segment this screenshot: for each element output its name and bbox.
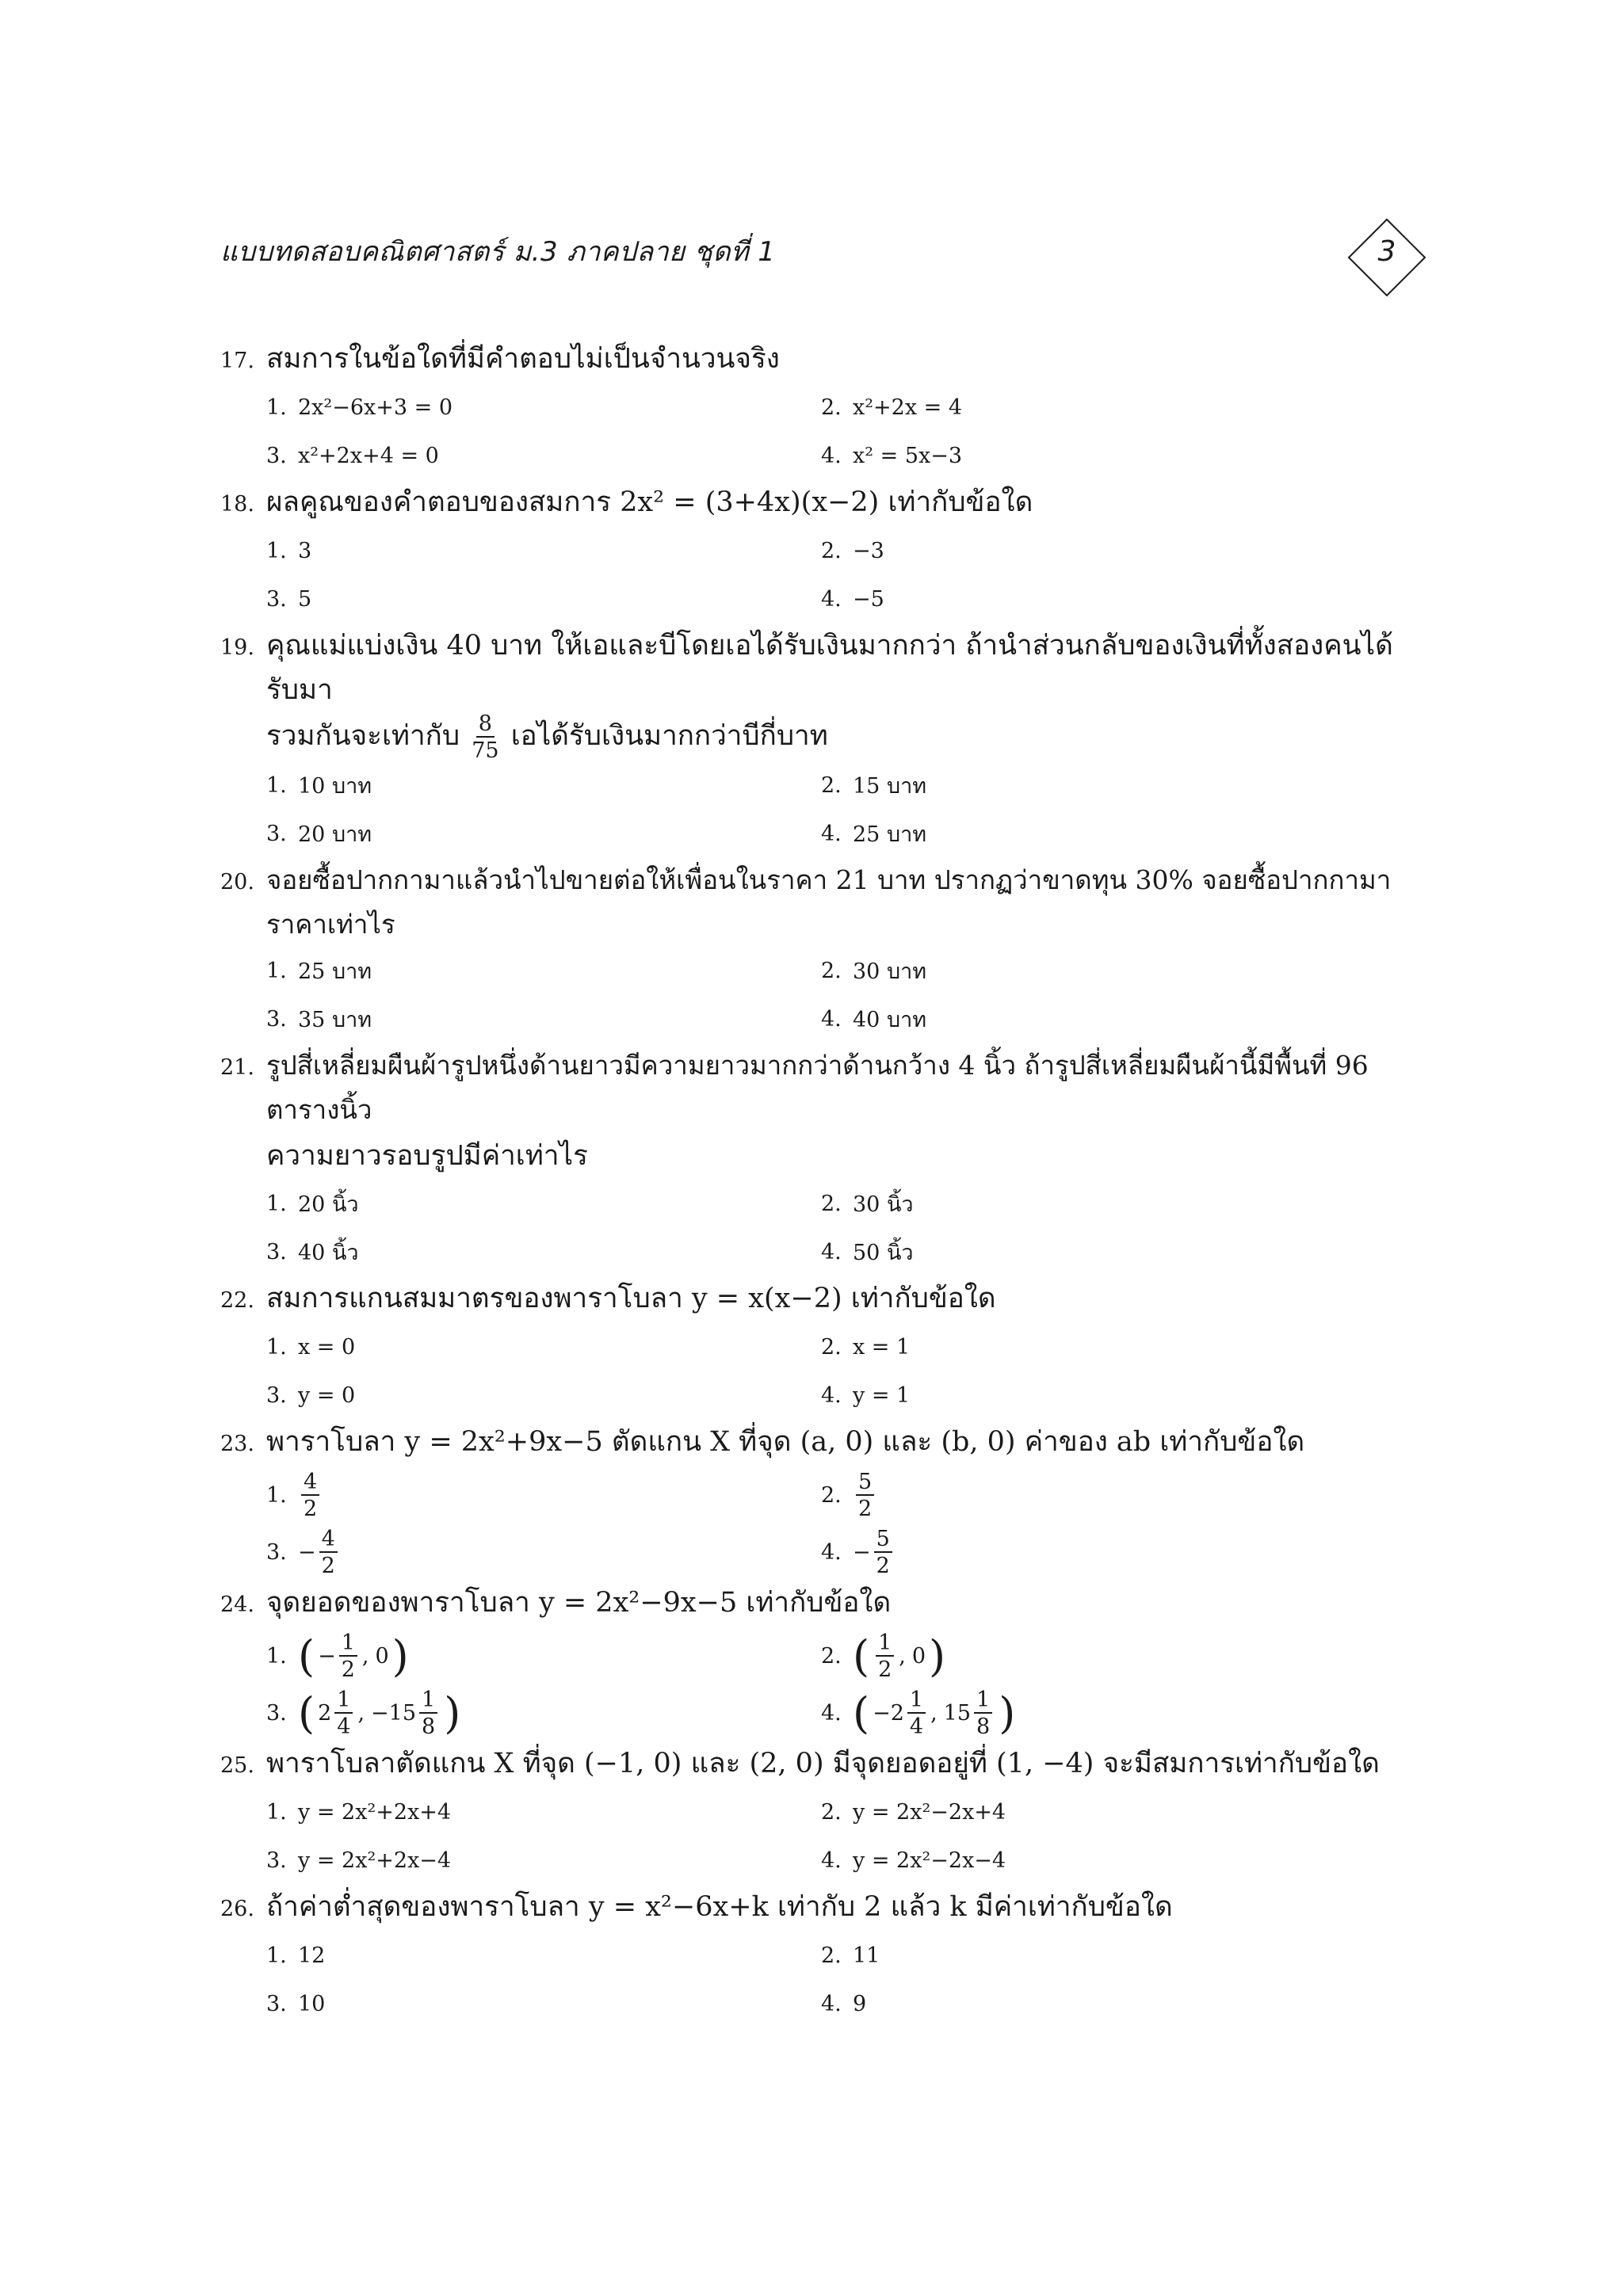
sign: − — [853, 1539, 871, 1565]
option-text: 20 บาท — [298, 822, 372, 847]
numerator: 5 — [856, 1471, 874, 1496]
page-number: 3 — [1377, 235, 1396, 268]
option-text: 11 — [853, 1943, 880, 1968]
option-number: 4. — [821, 1383, 842, 1408]
question-22 — [220, 1276, 1425, 1420]
question-number: 23. — [220, 1432, 254, 1456]
option-1[interactable] — [266, 947, 821, 995]
option-number: 3. — [266, 1848, 287, 1873]
question-text: พาราโบลาตัดแกน X ที่จุด (−1, 0) และ (2, 0) มีจุดยอดอยู่ที่ (1, −4) จะมีสมการเท่ากับข้อใด — [266, 1748, 1380, 1779]
denominator: 8 — [422, 1714, 436, 1739]
option-number: 1. — [266, 1943, 287, 1968]
option-3[interactable] — [266, 432, 821, 480]
option-text: y = 2x²+2x−4 — [298, 1848, 452, 1873]
fraction — [472, 713, 498, 761]
question-text: รูปสี่เหลี่ยมผืนผ้ารูปหนึ่งด้านยาวมีความยาวมากกว่าด้านกว้าง 4 นิ้ว ถ้ารูปสี่เหลี่ยมผืนผ้านี้มีพื้นที่ 96 ตารางนิ้ว — [266, 1050, 1369, 1125]
denominator: 4 — [909, 1714, 924, 1739]
option-4[interactable] — [821, 810, 1376, 858]
comma: , — [357, 1700, 365, 1726]
option-number: 2. — [821, 1800, 842, 1825]
denominator: 2 — [304, 1496, 318, 1521]
numerator: 1 — [876, 1632, 894, 1657]
option-text: y = 1 — [853, 1383, 911, 1408]
option-number: 2. — [821, 1482, 842, 1508]
question-text: จอยซื้อปากกามาแล้วนำไปขายต่อให้เพื่อนในราคา 21 บาท ปรากฏว่าขาดทุน 30% จอยซื้อปากกามาราคาเท่าไร — [266, 864, 1392, 940]
question-text: สมการในข้อใดที่มีคำตอบไม่เป็นจำนวนจริง — [266, 343, 780, 375]
option-text: −5 — [853, 587, 884, 612]
sign: − — [318, 1643, 336, 1669]
numerator: 8 — [476, 713, 495, 738]
option-number: 4. — [821, 1539, 842, 1565]
question-number: 26. — [220, 1897, 254, 1921]
whole-number: 0 — [911, 1643, 926, 1669]
right-paren: ) — [929, 1630, 946, 1681]
numerator: 1 — [334, 1689, 353, 1714]
denominator: 2 — [878, 1657, 892, 1682]
numerator: 4 — [301, 1471, 319, 1496]
option-1[interactable] — [266, 383, 821, 432]
right-paren: ) — [999, 1688, 1016, 1738]
option-number: 4. — [821, 822, 842, 846]
fraction — [876, 1632, 894, 1680]
option-number: 2. — [821, 539, 842, 563]
question-text: ผลคูณของคำตอบของสมการ 2x² = (3+4x)(x−2) เท่ากับข้อใด — [266, 486, 1033, 518]
option-4[interactable] — [821, 1980, 1376, 2028]
option-number: 4. — [821, 1848, 842, 1873]
option-3[interactable] — [266, 1524, 821, 1581]
option-number: 1. — [266, 1482, 287, 1508]
question-number: 18. — [220, 492, 254, 517]
right-paren: ) — [391, 1630, 409, 1681]
option-number: 1. — [266, 773, 287, 798]
question-text: พาราโบลา y = 2x²+9x−5 ตัดแกน X ที่จุด (a, 0) และ (b, 0) ค่าของ ab เท่ากับข้อใด — [266, 1426, 1305, 1458]
option-text: 25 บาท — [853, 822, 927, 847]
question-text-continued: ความยาวรอบรูปมีค่าเท่าไร — [266, 1140, 588, 1172]
question-text: เอได้รับเงินมากกว่าบีกี่บาท — [510, 720, 828, 752]
whole-number: 15 — [388, 1700, 417, 1726]
option-text: 40 บาท — [853, 1008, 927, 1032]
option-2[interactable] — [821, 761, 1376, 810]
sign: − — [371, 1700, 389, 1726]
option-2[interactable] — [821, 1466, 1376, 1524]
question-text: รวมกันจะเท่ากับ — [266, 720, 460, 752]
option-number: 2. — [821, 773, 842, 798]
fraction — [874, 1528, 892, 1577]
option-2[interactable] — [821, 1932, 1376, 1980]
option-number: 4. — [821, 1992, 842, 2016]
denominator: 8 — [976, 1714, 991, 1739]
option-4[interactable] — [821, 995, 1376, 1043]
denominator: 2 — [321, 1553, 335, 1578]
question-number: 17. — [220, 349, 254, 373]
question-26 — [220, 1885, 1425, 2028]
option-number: 1. — [266, 1800, 287, 1825]
option-number: 2. — [821, 1192, 842, 1216]
question-text: สมการแกนสมมาตรของพาราโบลา y = x(x−2) เท่ากับข้อใด — [266, 1283, 996, 1314]
question-text-continued — [220, 712, 1425, 761]
fraction — [319, 1528, 338, 1577]
option-3[interactable] — [266, 1684, 821, 1741]
question-number: 19. — [220, 635, 254, 660]
option-number: 1. — [266, 1643, 287, 1669]
option-text: 30 นิ้ว — [853, 1192, 914, 1217]
option-text: 3 — [298, 539, 312, 563]
option-number: 4. — [821, 1240, 842, 1264]
option-number: 1. — [266, 1335, 287, 1360]
question-17 — [220, 337, 1425, 480]
denominator: 4 — [337, 1714, 351, 1739]
option-number: 3. — [266, 587, 287, 612]
option-2[interactable] — [821, 1323, 1376, 1371]
option-number: 3. — [266, 1007, 287, 1032]
question-text: จุดยอดของพาราโบลา y = 2x²−9x−5 เท่ากับข้อใด — [266, 1587, 892, 1619]
whole-number: 2 — [890, 1700, 904, 1726]
option-text: y = 0 — [298, 1383, 356, 1408]
option-text: 9 — [853, 1992, 867, 2016]
option-number: 4. — [821, 587, 842, 612]
option-2[interactable] — [821, 383, 1376, 432]
question-text: คุณแม่แบ่งเงิน 40 บาท ให้เอและบีโดยเอได้รับเงินมากกว่า ถ้านำส่วนกลับของเงินที่ทั้งสองคนได้รับมา — [266, 630, 1393, 706]
option-4[interactable] — [821, 1684, 1376, 1741]
option-4[interactable] — [821, 575, 1376, 624]
page-number-badge — [1347, 218, 1426, 297]
option-number: 1. — [266, 539, 287, 563]
option-number: 2. — [821, 959, 842, 983]
option-3[interactable] — [266, 810, 821, 858]
option-number: 2. — [821, 395, 842, 420]
numerator: 1 — [907, 1689, 926, 1714]
right-paren: ) — [444, 1688, 461, 1738]
option-text: x²+2x = 4 — [853, 395, 963, 420]
fraction — [334, 1689, 353, 1737]
page-header: แบบทดสอบคณิตศาสตร์ ม.3 ภาคปลาย ชุดที่ 1 — [220, 236, 776, 268]
option-number: 3. — [266, 1383, 287, 1408]
option-4[interactable] — [821, 1371, 1376, 1420]
question-number: 25. — [220, 1753, 254, 1778]
option-number: 1. — [266, 1192, 287, 1216]
fraction — [339, 1632, 357, 1680]
left-paren: ( — [853, 1688, 870, 1738]
option-1[interactable] — [266, 1323, 821, 1371]
option-1[interactable] — [266, 527, 821, 575]
denominator: 2 — [341, 1657, 355, 1682]
option-2[interactable] — [821, 1627, 1376, 1684]
question-18 — [220, 480, 1425, 624]
option-1[interactable] — [266, 1466, 821, 1524]
question-text: ถ้าค่าต่ำสุดของพาราโบลา y = x²−6x+k เท่ากับ 2 แล้ว k มีค่าเท่ากับข้อใด — [266, 1891, 1173, 1923]
numerator: 1 — [974, 1689, 992, 1714]
whole-number: 15 — [943, 1700, 972, 1726]
option-1[interactable] — [266, 1627, 821, 1684]
option-number: 4. — [821, 444, 842, 468]
option-text: 10 บาท — [298, 774, 372, 799]
left-paren: ( — [298, 1630, 315, 1681]
option-4[interactable] — [821, 432, 1376, 480]
question-25 — [220, 1741, 1425, 1885]
option-3[interactable] — [266, 1371, 821, 1420]
option-text: 10 — [298, 1992, 326, 2016]
option-text: y = 2x²−2x−4 — [853, 1848, 1006, 1873]
left-paren: ( — [298, 1688, 315, 1738]
option-number: 3. — [266, 444, 287, 468]
question-number: 22. — [220, 1288, 254, 1313]
numerator: 1 — [339, 1632, 357, 1657]
option-text: x = 0 — [298, 1335, 356, 1360]
sign: − — [298, 1539, 316, 1565]
option-1[interactable] — [266, 761, 821, 810]
denominator: 2 — [858, 1496, 873, 1521]
option-number: 3. — [266, 1539, 287, 1565]
question-24 — [220, 1581, 1425, 1741]
option-number: 3. — [266, 1700, 287, 1726]
option-2[interactable] — [821, 1180, 1376, 1228]
numerator: 4 — [319, 1528, 338, 1553]
option-3[interactable] — [266, 1980, 821, 2028]
option-text: 25 บาท — [298, 959, 372, 984]
option-2[interactable] — [821, 527, 1376, 575]
question-number: 24. — [220, 1592, 254, 1617]
numerator: 1 — [419, 1689, 437, 1714]
denominator: 2 — [876, 1553, 890, 1578]
fraction — [974, 1689, 992, 1737]
option-3[interactable] — [266, 1228, 821, 1276]
option-number: 4. — [821, 1700, 842, 1726]
whole-number: 0 — [375, 1643, 389, 1669]
option-2[interactable] — [821, 947, 1376, 995]
option-text: 30 บาท — [853, 959, 927, 984]
option-number: 4. — [821, 1007, 842, 1032]
option-text: −3 — [853, 539, 884, 563]
question-20 — [220, 858, 1425, 1043]
option-number: 3. — [266, 1992, 287, 2016]
comma: , — [899, 1643, 906, 1669]
option-4[interactable] — [821, 1228, 1376, 1276]
option-text: 2x²−6x+3 = 0 — [298, 395, 453, 420]
option-number: 2. — [821, 1943, 842, 1968]
option-3[interactable] — [266, 1836, 821, 1885]
option-3[interactable] — [266, 575, 821, 624]
left-paren: ( — [853, 1630, 870, 1681]
comma: , — [361, 1643, 369, 1669]
option-number: 3. — [266, 822, 287, 846]
comma: , — [930, 1700, 938, 1726]
option-text: 50 นิ้ว — [853, 1241, 914, 1265]
option-number: 2. — [821, 1335, 842, 1360]
option-text: 12 — [298, 1943, 326, 1968]
fraction — [856, 1471, 874, 1520]
option-4[interactable] — [821, 1836, 1376, 1885]
fraction — [419, 1689, 437, 1737]
option-number: 3. — [266, 1240, 287, 1264]
option-text: y = 2x²+2x+4 — [298, 1800, 452, 1825]
fraction — [301, 1471, 319, 1520]
option-2[interactable] — [821, 1788, 1376, 1836]
option-text: 40 นิ้ว — [298, 1241, 359, 1265]
option-number: 2. — [821, 1643, 842, 1669]
option-1[interactable] — [266, 1932, 821, 1980]
question-number: 20. — [220, 870, 254, 894]
option-text: x² = 5x−3 — [853, 444, 963, 468]
sign: − — [873, 1700, 891, 1726]
option-text: 15 บาท — [853, 774, 927, 799]
question-23 — [220, 1420, 1425, 1581]
question-list — [220, 337, 1425, 2028]
question-number: 21. — [220, 1055, 254, 1080]
whole-number: 2 — [318, 1700, 332, 1726]
numerator: 5 — [874, 1528, 892, 1553]
option-text: 35 บาท — [298, 1008, 372, 1032]
option-number: 1. — [266, 959, 287, 983]
option-1[interactable] — [266, 1180, 821, 1228]
question-21 — [220, 1043, 1425, 1276]
option-1[interactable] — [266, 1788, 821, 1836]
option-text: 20 นิ้ว — [298, 1192, 359, 1217]
denominator: 75 — [472, 738, 499, 763]
option-number: 1. — [266, 395, 287, 420]
option-text: x²+2x+4 = 0 — [298, 444, 439, 468]
question-19 — [220, 624, 1425, 858]
fraction — [907, 1689, 926, 1737]
option-text: y = 2x²−2x+4 — [853, 1800, 1006, 1825]
option-4[interactable] — [821, 1524, 1376, 1581]
option-3[interactable] — [266, 995, 821, 1043]
option-text: 5 — [298, 587, 312, 612]
option-text: x = 1 — [853, 1335, 911, 1360]
